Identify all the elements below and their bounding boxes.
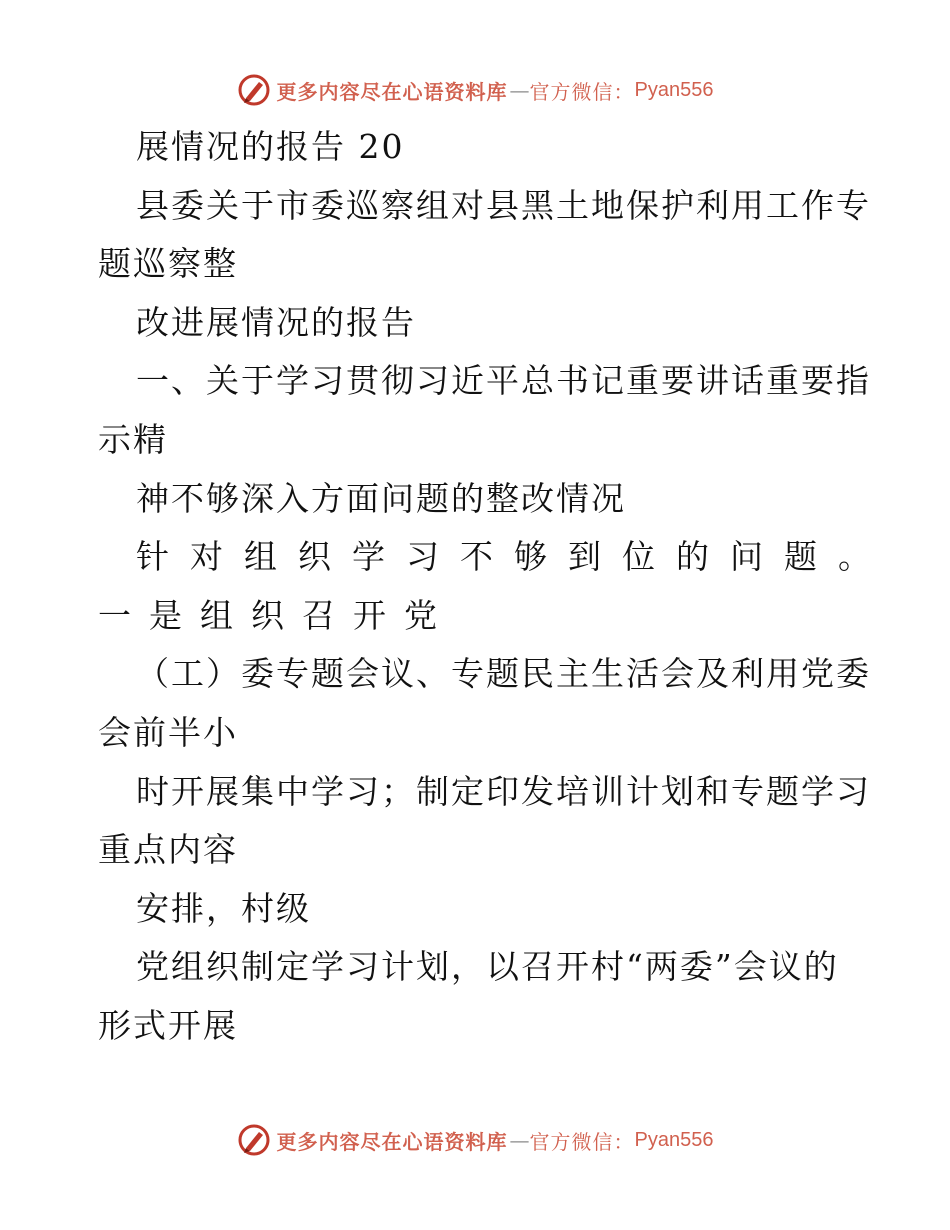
banner-title: 更多内容尽在心语资料库 xyxy=(276,79,508,104)
body-line: 党组织制定学习计划，以召开村“两委”会议的 xyxy=(136,947,839,987)
pen-logo-icon xyxy=(237,1123,271,1157)
body-line: 一、关于学习贯彻习近平总书记重要讲话重要指 xyxy=(136,361,871,401)
body-line: 形式开展 xyxy=(98,1005,238,1045)
banner-wechat-id: Pyan556 xyxy=(634,78,714,101)
body-line: 会前半小 xyxy=(98,712,238,752)
banner-title: 更多内容尽在心语资料库 xyxy=(276,1129,508,1154)
banner-wechat-label: 官方微信： xyxy=(529,1129,635,1154)
body-line: 针对组织学习不够到位的问题。 xyxy=(136,537,892,577)
body-line: （工）委专题会议、专题民主生活会及利用党委 xyxy=(136,654,871,694)
header-banner xyxy=(0,70,950,110)
banner-wechat-label: 官方微信： xyxy=(529,79,635,104)
footer-banner xyxy=(0,1120,950,1160)
body-line: 题巡察整 xyxy=(98,244,238,284)
body-line: 示精 xyxy=(98,419,168,459)
body-line: 县委关于市委巡察组对县黑土地保护利用工作专 xyxy=(136,185,871,225)
body-line: 安排，村级 xyxy=(136,888,311,928)
body-line: 改进展情况的报告 xyxy=(136,302,416,342)
pen-logo-icon xyxy=(237,73,271,107)
document-body xyxy=(98,118,892,1056)
banner-wechat-id: Pyan556 xyxy=(634,1128,714,1151)
body-line: 一是组织召开党 xyxy=(98,595,455,635)
banner-separator: — xyxy=(509,78,530,102)
banner-separator: — xyxy=(509,1128,530,1152)
body-line: 重点内容 xyxy=(98,830,238,870)
body-line: 展情况的报告 20 xyxy=(136,127,405,166)
body-line: 神不够深入方面问题的整改情况 xyxy=(136,478,626,518)
body-line: 时开展集中学习；制定印发培训计划和专题学习 xyxy=(136,771,871,811)
